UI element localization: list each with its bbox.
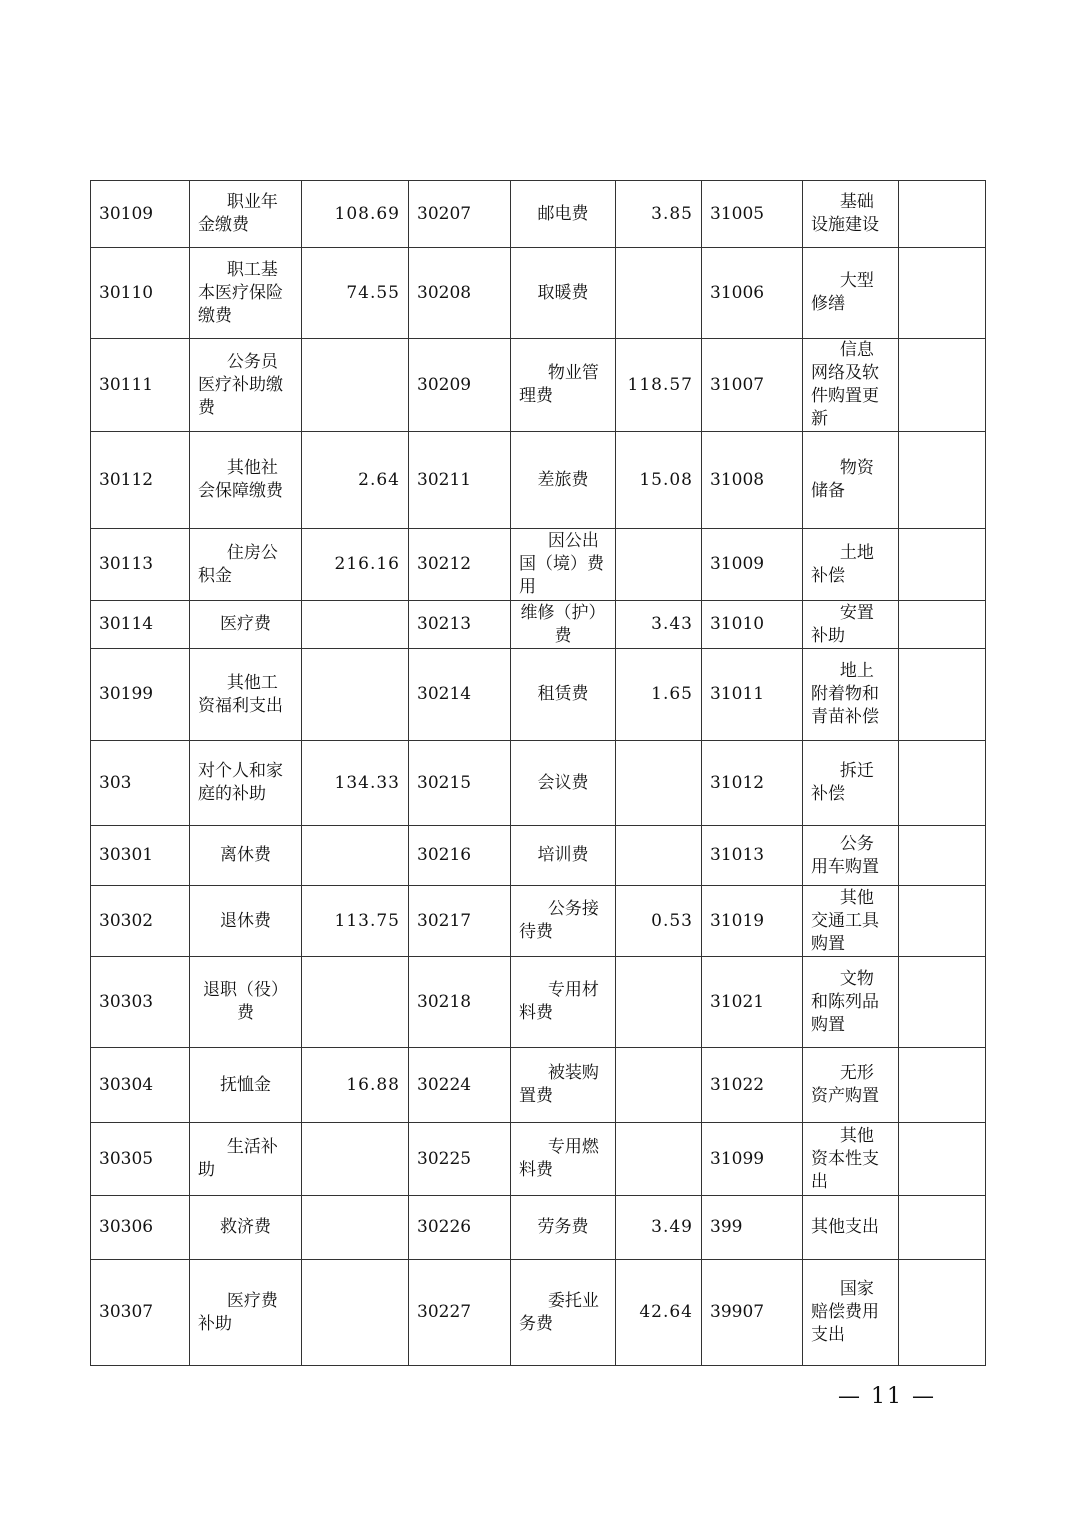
item-code-cell: 30113 <box>91 529 190 601</box>
item-code-cell: 30109 <box>91 181 190 248</box>
item-name-cell: 其他社会保障缴费 <box>190 432 302 529</box>
amount-cell: 118.57 <box>616 339 702 432</box>
item-name-cell: 差旅费 <box>511 432 616 529</box>
item-code-cell: 30225 <box>409 1123 511 1196</box>
amount-cell <box>616 248 702 339</box>
item-name-cell: 大型修缮 <box>803 248 899 339</box>
item-name-cell: 退职（役）费 <box>190 957 302 1048</box>
item-code-cell: 30217 <box>409 886 511 957</box>
table-row <box>91 1260 986 1366</box>
item-name-cell: 文物和陈列品购置 <box>803 957 899 1048</box>
amount-cell <box>899 741 986 826</box>
item-name-cell: 其他交通工具购置 <box>803 886 899 957</box>
amount-cell <box>302 649 409 741</box>
item-code-cell: 399 <box>702 1196 803 1260</box>
item-code-cell: 30211 <box>409 432 511 529</box>
table-row <box>91 649 986 741</box>
item-code-cell: 30304 <box>91 1048 190 1123</box>
item-name-cell: 公务用车购置 <box>803 826 899 886</box>
item-name-cell: 取暖费 <box>511 248 616 339</box>
item-code-cell: 30214 <box>409 649 511 741</box>
amount-cell <box>302 1196 409 1260</box>
item-code-cell: 30305 <box>91 1123 190 1196</box>
item-code-cell: 31021 <box>702 957 803 1048</box>
item-name-cell: 培训费 <box>511 826 616 886</box>
item-name-cell: 无形资产购置 <box>803 1048 899 1123</box>
item-name-cell: 医疗费 <box>190 601 302 649</box>
item-name-cell: 其他支出 <box>803 1196 899 1260</box>
item-name-cell: 会议费 <box>511 741 616 826</box>
amount-cell <box>616 826 702 886</box>
item-code-cell: 30224 <box>409 1048 511 1123</box>
item-code-cell: 31099 <box>702 1123 803 1196</box>
item-name-cell: 专用材料费 <box>511 957 616 1048</box>
item-code-cell: 30226 <box>409 1196 511 1260</box>
item-code-cell: 31012 <box>702 741 803 826</box>
item-name-cell: 救济费 <box>190 1196 302 1260</box>
amount-cell <box>616 1123 702 1196</box>
item-name-cell: 住房公积金 <box>190 529 302 601</box>
amount-cell <box>616 957 702 1048</box>
amount-cell <box>616 529 702 601</box>
amount-cell: 113.75 <box>302 886 409 957</box>
amount-cell <box>616 741 702 826</box>
item-code-cell: 30199 <box>91 649 190 741</box>
item-code-cell: 31006 <box>702 248 803 339</box>
item-code-cell: 30209 <box>409 339 511 432</box>
amount-cell <box>899 601 986 649</box>
item-name-cell: 安置补助 <box>803 601 899 649</box>
item-name-cell: 国家赔偿费用支出 <box>803 1260 899 1366</box>
table-row <box>91 957 986 1048</box>
amount-cell <box>899 181 986 248</box>
amount-cell <box>302 957 409 1048</box>
item-code-cell: 30218 <box>409 957 511 1048</box>
item-code-cell: 30207 <box>409 181 511 248</box>
table-row <box>91 1123 986 1196</box>
amount-cell <box>899 529 986 601</box>
item-code-cell: 31008 <box>702 432 803 529</box>
item-code-cell: 30303 <box>91 957 190 1048</box>
item-code-cell: 39907 <box>702 1260 803 1366</box>
amount-cell <box>899 649 986 741</box>
table-row <box>91 1196 986 1260</box>
amount-cell <box>302 826 409 886</box>
item-code-cell: 30212 <box>409 529 511 601</box>
item-code-cell: 31011 <box>702 649 803 741</box>
table-row <box>91 601 986 649</box>
amount-cell: 3.85 <box>616 181 702 248</box>
item-name-cell: 退休费 <box>190 886 302 957</box>
amount-cell: 74.55 <box>302 248 409 339</box>
amount-cell <box>899 432 986 529</box>
item-name-cell: 其他资本性支出 <box>803 1123 899 1196</box>
item-name-cell: 物业管理费 <box>511 339 616 432</box>
item-code-cell: 30110 <box>91 248 190 339</box>
item-code-cell: 31007 <box>702 339 803 432</box>
item-name-cell: 维修（护）费 <box>511 601 616 649</box>
table-row <box>91 826 986 886</box>
amount-cell <box>302 1123 409 1196</box>
amount-cell: 0.53 <box>616 886 702 957</box>
item-name-cell: 土地补偿 <box>803 529 899 601</box>
item-code-cell: 30112 <box>91 432 190 529</box>
item-name-cell: 职业年金缴费 <box>190 181 302 248</box>
item-name-cell: 拆迁补偿 <box>803 741 899 826</box>
item-name-cell: 委托业务费 <box>511 1260 616 1366</box>
table-row <box>91 339 986 432</box>
amount-cell <box>899 248 986 339</box>
amount-cell <box>899 339 986 432</box>
table-row <box>91 248 986 339</box>
item-name-cell: 公务员医疗补助缴费 <box>190 339 302 432</box>
amount-cell: 108.69 <box>302 181 409 248</box>
item-code-cell: 30111 <box>91 339 190 432</box>
item-name-cell: 租赁费 <box>511 649 616 741</box>
item-code-cell: 31013 <box>702 826 803 886</box>
item-code-cell: 31010 <box>702 601 803 649</box>
item-code-cell: 31022 <box>702 1048 803 1123</box>
item-name-cell: 其他工资福利支出 <box>190 649 302 741</box>
amount-cell <box>899 886 986 957</box>
item-code-cell: 30114 <box>91 601 190 649</box>
page-number: — 11 — <box>838 1384 936 1409</box>
amount-cell <box>616 1048 702 1123</box>
item-name-cell: 专用燃料费 <box>511 1123 616 1196</box>
amount-cell <box>899 1196 986 1260</box>
item-name-cell: 劳务费 <box>511 1196 616 1260</box>
item-name-cell: 信息网络及软件购置更新 <box>803 339 899 432</box>
item-name-cell: 离休费 <box>190 826 302 886</box>
amount-cell: 16.88 <box>302 1048 409 1123</box>
table-row <box>91 181 986 248</box>
item-code-cell: 30302 <box>91 886 190 957</box>
item-code-cell: 303 <box>91 741 190 826</box>
item-code-cell: 30227 <box>409 1260 511 1366</box>
item-name-cell: 抚恤金 <box>190 1048 302 1123</box>
amount-cell: 3.43 <box>616 601 702 649</box>
item-name-cell: 基础设施建设 <box>803 181 899 248</box>
table-row <box>91 1048 986 1123</box>
item-code-cell: 31005 <box>702 181 803 248</box>
item-code-cell: 31019 <box>702 886 803 957</box>
item-code-cell: 30306 <box>91 1196 190 1260</box>
item-code-cell: 31009 <box>702 529 803 601</box>
item-code-cell: 30307 <box>91 1260 190 1366</box>
amount-cell: 216.16 <box>302 529 409 601</box>
item-code-cell: 30301 <box>91 826 190 886</box>
amount-cell: 3.49 <box>616 1196 702 1260</box>
item-name-cell: 邮电费 <box>511 181 616 248</box>
table-row <box>91 886 986 957</box>
table-row <box>91 432 986 529</box>
amount-cell <box>899 957 986 1048</box>
amount-cell: 2.64 <box>302 432 409 529</box>
item-name-cell: 因公出国（境）费用 <box>511 529 616 601</box>
amount-cell: 15.08 <box>616 432 702 529</box>
budget-table <box>90 180 986 1366</box>
amount-cell <box>899 1048 986 1123</box>
amount-cell <box>302 601 409 649</box>
table-row <box>91 529 986 601</box>
amount-cell <box>302 1260 409 1366</box>
item-name-cell: 物资储备 <box>803 432 899 529</box>
amount-cell <box>899 1123 986 1196</box>
item-name-cell: 对个人和家庭的补助 <box>190 741 302 826</box>
amount-cell: 1.65 <box>616 649 702 741</box>
item-name-cell: 职工基本医疗保险缴费 <box>190 248 302 339</box>
item-name-cell: 生活补助 <box>190 1123 302 1196</box>
amount-cell: 134.33 <box>302 741 409 826</box>
amount-cell <box>302 339 409 432</box>
item-code-cell: 30215 <box>409 741 511 826</box>
item-code-cell: 30213 <box>409 601 511 649</box>
amount-cell <box>899 1260 986 1366</box>
amount-cell <box>899 826 986 886</box>
item-code-cell: 30216 <box>409 826 511 886</box>
table-row <box>91 741 986 826</box>
item-name-cell: 地上附着物和青苗补偿 <box>803 649 899 741</box>
item-code-cell: 30208 <box>409 248 511 339</box>
item-name-cell: 公务接待费 <box>511 886 616 957</box>
amount-cell: 42.64 <box>616 1260 702 1366</box>
item-name-cell: 被装购置费 <box>511 1048 616 1123</box>
item-name-cell: 医疗费补助 <box>190 1260 302 1366</box>
